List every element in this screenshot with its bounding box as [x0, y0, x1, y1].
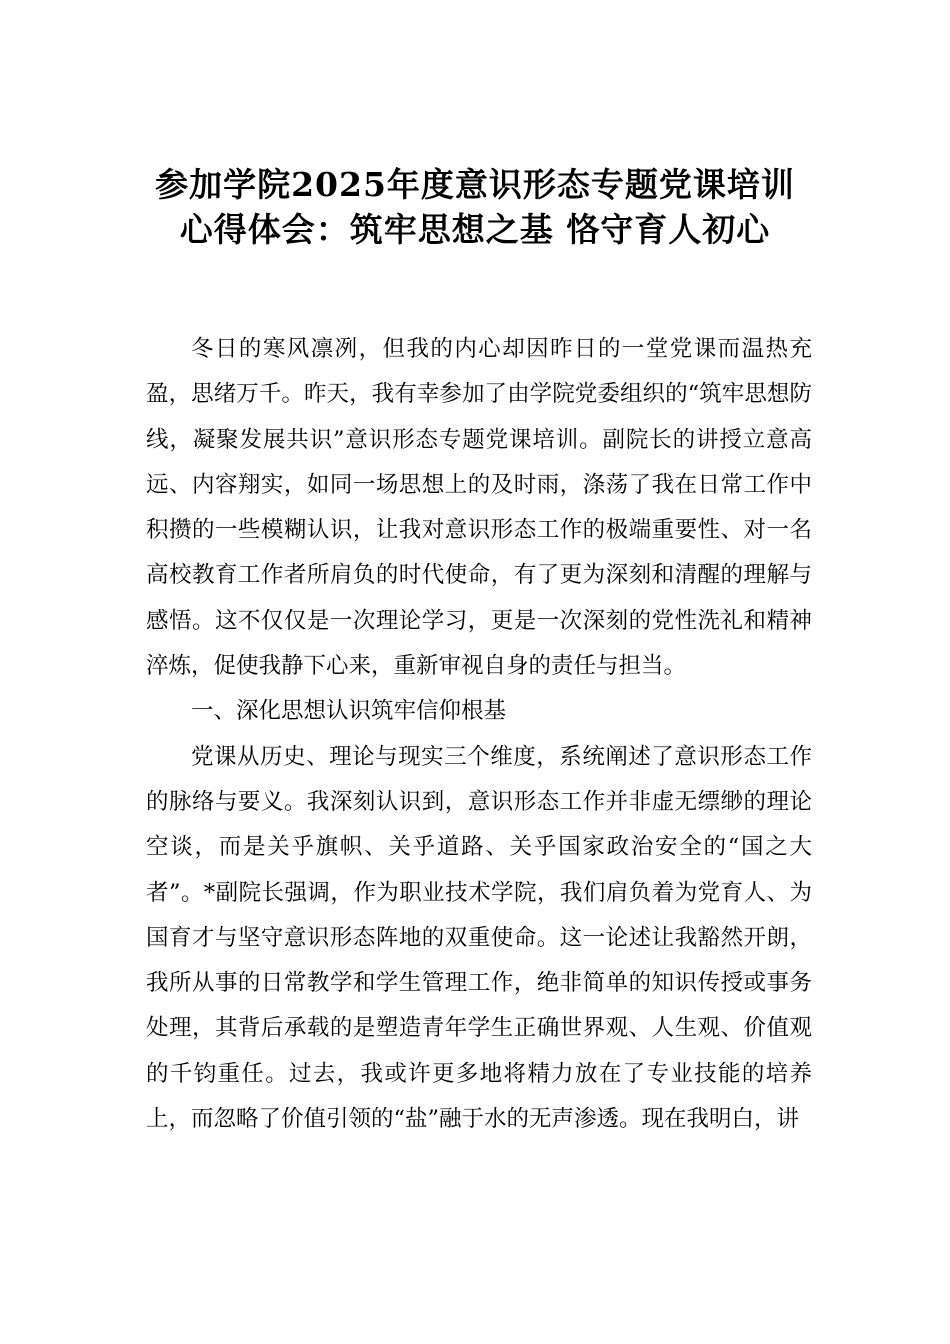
paragraph-section-1: 党课从历史、理论与现实三个维度，系统阐述了意识形态工作的脉络与要义。我深刻认识到，意识形态工作并非虚无缥缈的理论空谈，而是关乎旗帜、关乎道路、关乎国家政治安全的“国之大者”。*副院长强调，作为职业技术学院，我们肩负着为党育人、为国育才与坚守意识形态阵地的双重使命。这一论述让我豁然开朗，我所从事的日常教学和学生管理工作，绝非简单的知识传授或事务处理，其背后承载的是塑造青年学生正确世界观、人生观、价值观的千钧重任。过去，我或许更多地将精力放在了专业技能的培养上，而忽略了价值引领的“盐”融于水的无声渗透。现在我明白，讲 [146, 743, 812, 1133]
document-title-line-1: 参加学院2025年度意识形态专题党课培训 [155, 165, 795, 204]
paragraph-intro: 冬日的寒风凛冽，但我的内心却因昨日的一堂党课而温热充盈，思绪万千。昨天，我有幸参加了由学院党委组织的“筑牢思想防线，凝聚发展共识”意识形态专题党课培训。副院长的讲授立意高远、内容翔实，如同一场思想上的及时雨，涤荡了我在日常工作中积攒的一些模糊认识，让我对意识形态工作的极端重要性、对一名高校教育工作者所肩负的时代使命，有了更为深刻和清醒的理解与感悟。这不仅仅是一次理论学习，更是一次深刻的党性洗礼和精神淬炼，促使我静下心来，重新审视自身的责任与担当。 [146, 336, 812, 680]
document-body [146, 327, 812, 1142]
section-heading-1: 一、深化思想认识筑牢信仰根基 [191, 698, 507, 725]
document-title-line-2: 心得体会：筑牢思想之基 恪守育人初心 [179, 210, 771, 249]
